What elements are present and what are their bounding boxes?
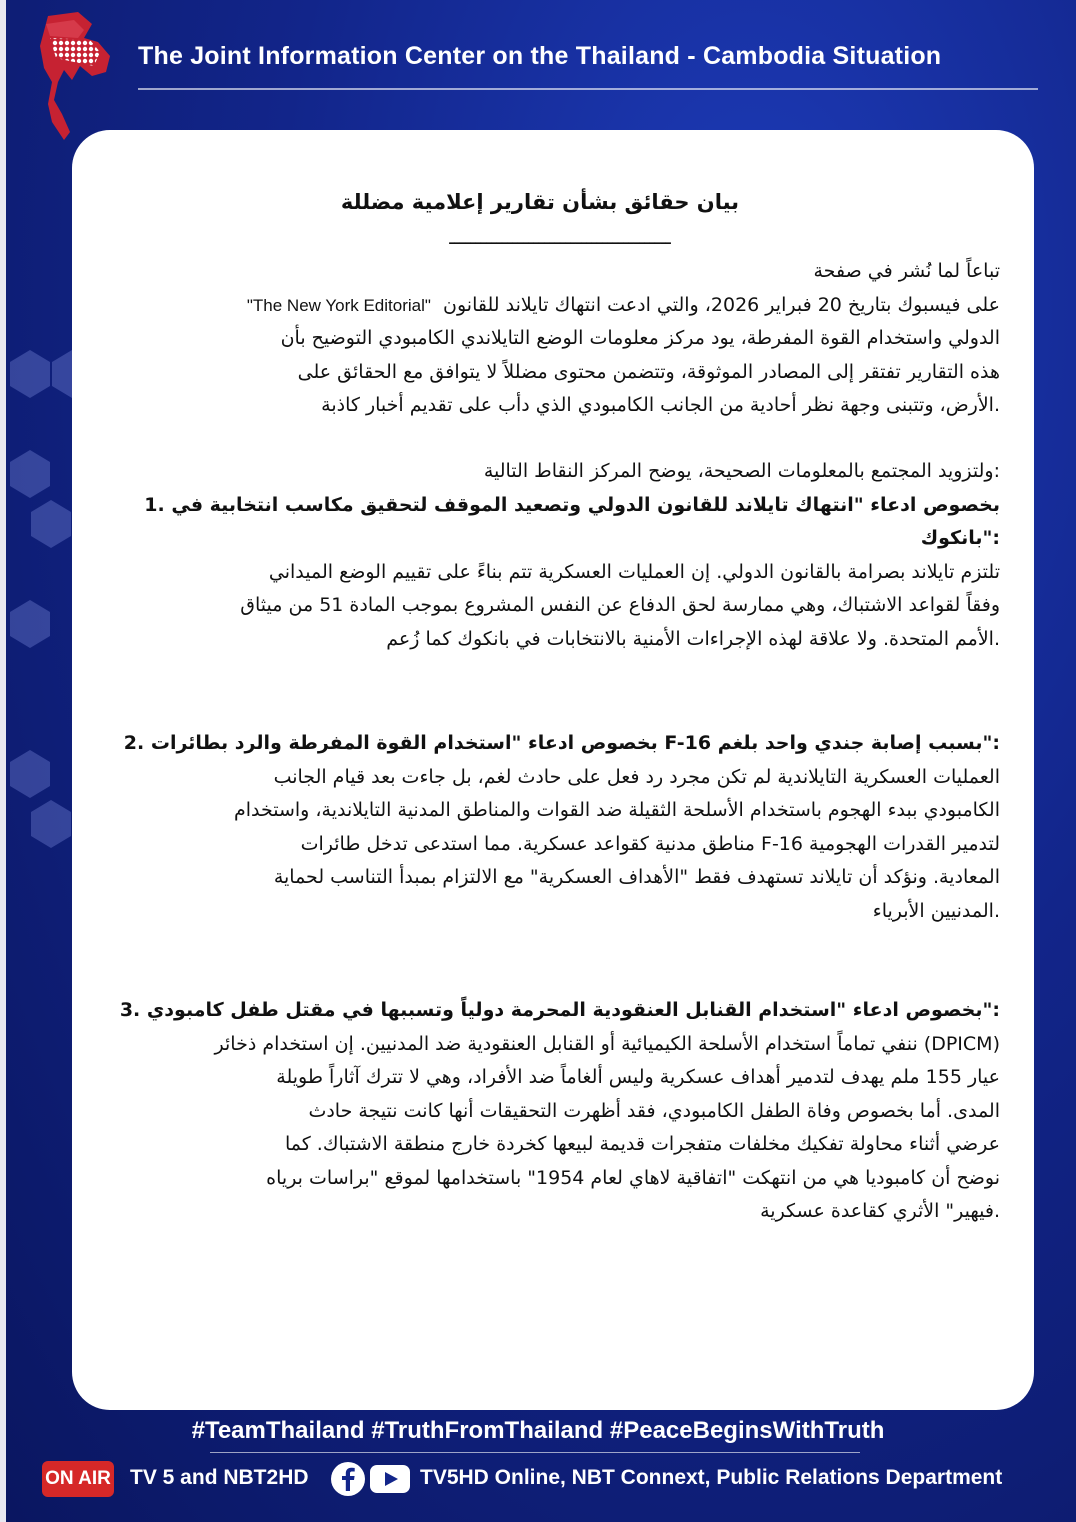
point-2-body-line: .المدنيين الأبرياء: [872, 899, 1000, 922]
point-1-heading: بخصوص ادعاء "انتهاك تايلاند للقانون الدولي وتصعيد الموقف لتحقيق مكاسب انتخابية في .1: [144, 493, 1000, 516]
point-3-heading: :"بخصوص ادعاء "استخدام القنابل العنقودية المحرمة دولياً وتسببها في مقتل طفل كامبودي .3: [119, 999, 1000, 1021]
point-1-body-line: وفقاً لقواعد الاشتباك، وهي ممارسة لحق الدفاع عن النفس المشروع بموجب المادة 51 من ميثاق: [240, 594, 1000, 616]
intro-line: هذه التقارير تفتقر إلى المصادر الموثوقة، وتتضمن محتوى مضللاً لا يتوافق مع الحقائق على: [297, 360, 1000, 383]
point-3-body-line: (DPICM) ننفي تماماً استخدام الأسلحة الكيميائية أو القنابل العنقودية ضد المدنيين. إن استخدام ذخائر: [214, 1032, 1000, 1055]
point-2-body-line: الكامبودي ببدء الهجوم باستخدام الأسلحة الثقيلة ضد القوات والمناطق المدنية التايلاندية، واستخدام: [233, 799, 1000, 821]
thailand-map-logo: [34, 10, 114, 145]
title-underline: ــــــــــــــــــــــــــــــــــــــــــ: [449, 228, 671, 249]
point-3-body-line: المدى. أما بخصوص وفاة الطفل الكامبودي، فقد أظهرت التحقيقات أنها كانت نتيجة حادث: [308, 1099, 1000, 1122]
header-title: The Joint Information Center on the Thailand - Cambodia Situation: [138, 42, 942, 70]
document-title: بيان حقائق بشأن تقارير إعلامية مضللة: [340, 190, 740, 214]
point-2-body-line: المعادية. ونؤكد أن تايلاند تستهدف فقط "الأهداف العسكرية" مع الالتزام بمبدأ التناسب لحماية: [273, 866, 1000, 888]
intro-line: .الأرض، وتتبنى وجهة نظر أحادية من الجانب الكامبودي الذي دأب على تقديم أخبار كاذبة: [321, 394, 1000, 416]
point-1-body-line: .الأمم المتحدة. ولا علاقة لهذه الإجراءات الأمنية بالانتخابات في بانكوك كما زُعم: [386, 627, 1000, 650]
point-2-section: [120, 727, 1000, 928]
point-2-body-line: العمليات العسكرية التايلاندية لم تكن مجرد رد فعل على حادث لغم، بل جاءت بعد قيام الجانب: [273, 765, 1000, 788]
platforms-list: TV5HD Online, NBT Connext, Public Relations Department: [420, 1466, 1003, 1489]
point-2-body-line: لتدمير القدرات الهجومية F-16 مناطق مدنية كقواعد عسكرية. مما استدعى تدخل طائرات: [300, 832, 1000, 855]
intro-paragraph: [120, 255, 1000, 423]
point-3-body-line: عيار 155 ملم يهدف لتدمير أهداف عسكرية وليس ألغاماً ضد الأفراد، وهي لا تترك آثاراً طويلة: [276, 1066, 1000, 1088]
point-3-section: [120, 994, 1000, 1229]
hashtags: #TeamThailand #TruthFromThailand #PeaceBeginsWithTruth: [191, 1417, 885, 1444]
intro-line: الدولي واستخدام القوة المفرطة، يود مركز معلومات الوضع التايلاندي الكامبودي التوضيح بأن: [280, 327, 1000, 349]
points-intro: :ولتزويد المجتمع بالمعلومات الصحيحة، يوضح المركز النقاط التالية: [483, 460, 1000, 482]
point-1-section: [120, 455, 1000, 656]
point-3-body-line: .فيهير" الأثري كقاعدة عسكرية: [760, 1200, 1000, 1222]
intro-line: على فيسبوك بتاريخ 20 فبراير 2026، والتي ادعت انتهاك تايلاند للقانون "The New York Editorial": [246, 293, 1000, 316]
facebook-icon[interactable]: [330, 1461, 366, 1497]
intro-line: تباعاً لما نُشر في صفحة: [813, 260, 1000, 282]
youtube-icon[interactable]: [370, 1465, 410, 1493]
tv-channels: TV 5 and NBT2HD: [130, 1466, 309, 1489]
point-3-body-line: عرضي أثناء محاولة تفكيك مخلفات متفجرات قديمة لبيعها كخردة خارج منطقة الاشتباك. كما: [284, 1133, 1000, 1155]
page-edge: [0, 0, 6, 1522]
point-3-body-line: نوضح أن كامبوديا هي من انتهكت "اتفاقية لاهاي لعام 1954" باستخدامها لموقع "براسات برياه: [266, 1166, 1000, 1189]
source-name: "The New York Editorial": [246, 295, 431, 315]
point-2-heading: :"بسبب إصابة جندي واحد بلغم F-16 بخصوص ادعاء "استخدام القوة المفرطة والرد بطائرات .2: [123, 732, 1000, 754]
footer-divider: [210, 1452, 860, 1453]
on-air-badge: ON AIR: [42, 1461, 114, 1497]
point-1-body-line: تلتزم تايلاند بصرامة بالقانون الدولي. إن العمليات العسكرية تتم بناءً على تقييم الوضع الميداني: [268, 560, 1000, 583]
point-1-heading: :"بانكوك: [920, 527, 1000, 549]
header-divider: [138, 88, 1038, 90]
